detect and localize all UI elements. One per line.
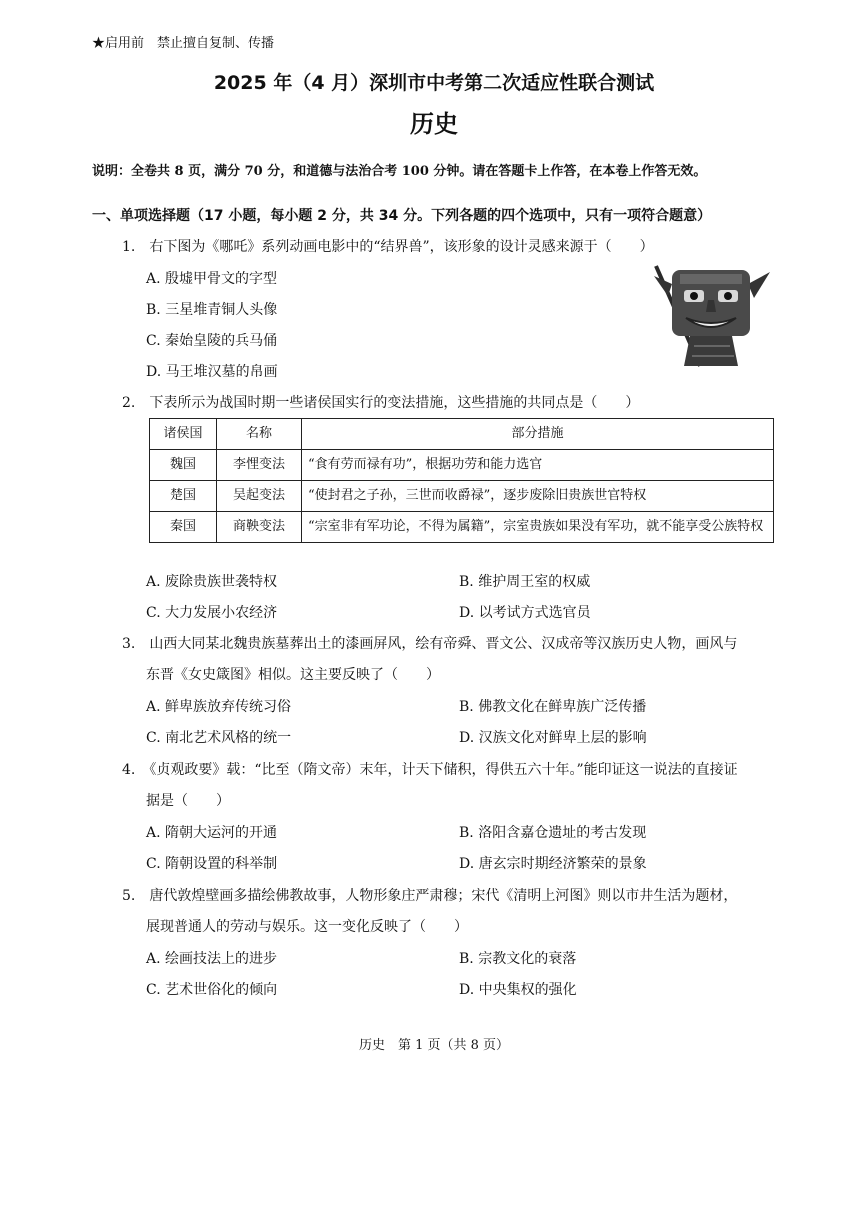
option-d[interactable]: D. 中央集权的强化 xyxy=(459,982,577,998)
table-row xyxy=(150,512,774,543)
option-a[interactable]: A. 绘画技法上的进步 xyxy=(146,951,278,967)
question-stem: 3. 山西大同某北魏贵族墓葬出土的漆画屏风，绘有帝舜、晋文公、汉成帝等汉族历史人物，画风与 xyxy=(122,636,738,652)
question-stem: 5. 唐代敦煌壁画多描绘佛教故事，人物形象庄严肃穆；宋代《清明上河图》则以市井生活为题材， xyxy=(122,888,738,904)
question-stem: 2. 下表所示为战国时期一些诸侯国实行的变法措施，这些措施的共同点是（ ） xyxy=(122,395,640,411)
table-row xyxy=(150,450,774,481)
question-stem-continued: 据是（ ） xyxy=(146,793,230,809)
table-cell: 商鞅变法 xyxy=(217,512,302,543)
section-heading: 一、单项选择题（17 小题，每小题 2 分，共 34 分。下列各题的四个选项中，只有一项符合题意） xyxy=(92,208,712,224)
table-row xyxy=(150,481,774,512)
option-b[interactable]: B. 维护周王室的权威 xyxy=(459,574,591,590)
question-stem-continued: 东晋《女史箴图》相似。这主要反映了（ ） xyxy=(146,667,440,683)
option-c[interactable]: C. 隋朝设置的科举制 xyxy=(146,856,278,872)
page-footer: 历史 第 1 页（共 8 页） xyxy=(358,1038,510,1053)
option-b[interactable]: B. 三星堆青铜人头像 xyxy=(146,302,278,318)
table-header-row xyxy=(150,419,774,450)
option-c[interactable]: C. 秦始皇陵的兵马俑 xyxy=(146,333,278,349)
table-cell: “宗室非有军功论，不得为属籍”，宗室贵族如果没有军功，就不能享受公族特权 xyxy=(302,512,774,543)
copy-notice: ★启用前 禁止擅自复制、传播 xyxy=(92,36,275,51)
option-a[interactable]: A. 殷墟甲骨文的字型 xyxy=(146,271,278,287)
option-b[interactable]: B. 洛阳含嘉仓遗址的考古发现 xyxy=(459,825,647,841)
option-d[interactable]: D. 唐玄宗时期经济繁荣的景象 xyxy=(459,856,647,872)
option-b[interactable]: B. 佛教文化在鲜卑族广泛传播 xyxy=(459,699,647,715)
option-c[interactable]: C. 艺术世俗化的倾向 xyxy=(146,982,278,998)
table-cell: “使封君之子孙，三世而收爵禄”，逐步废除旧贵族世官特权 xyxy=(302,481,774,512)
table-cell: “食有劳而禄有功”，根据功劳和能力选官 xyxy=(302,450,774,481)
option-d[interactable]: D. 汉族文化对鲜卑上层的影响 xyxy=(459,730,647,746)
subject-title: 历史 xyxy=(410,110,458,138)
option-c[interactable]: C. 南北艺术风格的统一 xyxy=(146,730,292,746)
table-cell: 李悝变法 xyxy=(217,450,302,481)
question-stem: 1. 右下图为《哪吒》系列动画电影中的“结界兽”，该形象的设计灵感来源于（ ） xyxy=(122,239,654,255)
option-d[interactable]: D. 马王堆汉墓的帛画 xyxy=(146,364,278,380)
question-stem-continued: 展现普通人的劳动与娱乐。这一变化反映了（ ） xyxy=(146,919,468,935)
reform-table xyxy=(149,418,774,543)
exam-instructions: 说明：全卷共 8 页，满分 70 分，和道德与法治合考 100 分钟。请在答题卡上作答，在本卷上作答无效。 xyxy=(92,164,707,179)
exam-title: 2025 年（4 月）深圳市中考第二次适应性联合测试 xyxy=(213,72,655,94)
column-header: 诸侯国 xyxy=(150,419,217,450)
option-a[interactable]: A. 鲜卑族放弃传统习俗 xyxy=(146,699,292,715)
table-cell: 吴起变法 xyxy=(217,481,302,512)
table-cell: 秦国 xyxy=(150,512,217,543)
question-stem: 4. 《贞观政要》载：“比至（隋文帝）末年，计天下储积，得供五六十年。”能印证这一说法的直接证 xyxy=(122,762,738,778)
option-a[interactable]: A. 废除贵族世袭特权 xyxy=(146,574,278,590)
column-header: 部分措施 xyxy=(302,419,774,450)
table-cell: 楚国 xyxy=(150,481,217,512)
option-c[interactable]: C. 大力发展小农经济 xyxy=(146,605,278,621)
option-a[interactable]: A. 隋朝大运河的开通 xyxy=(146,825,278,841)
column-header: 名称 xyxy=(217,419,302,450)
option-d[interactable]: D. 以考试方式选官员 xyxy=(459,605,591,621)
table-cell: 魏国 xyxy=(150,450,217,481)
option-b[interactable]: B. 宗教文化的衰落 xyxy=(459,951,577,967)
jiejieshou-mask-icon xyxy=(650,262,772,368)
